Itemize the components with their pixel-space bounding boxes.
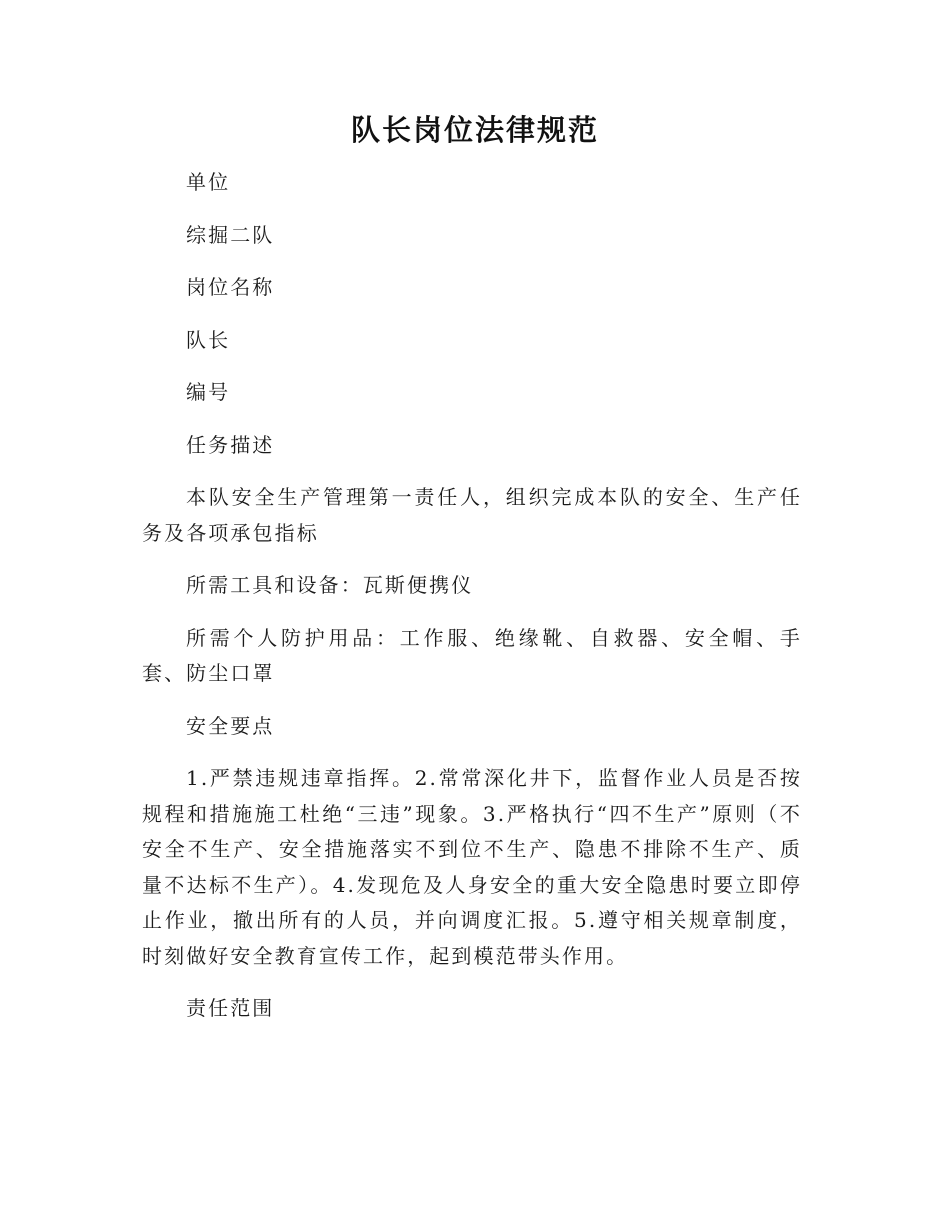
safety-points: 1.严禁违规违章指挥。2.常常深化井下，监督作业人员是否按规程和措施施工杜绝“三违”现象。3.严格执行“四不生产”原则（不安全不生产、安全措施落实不到位不生产、隐患不排除不生产、质量不达标不生产）。4.发现危及人身安全的重大安全隐患时要立即停止作业，撤出所有的人员，并向调度汇报。5.遵守相关规章制度，时刻做好安全教育宣传工作，起到模范带头作用。 xyxy=(142,766,802,968)
section-heading-task: 任务描述 xyxy=(186,432,275,457)
field-value-position: 队长 xyxy=(186,327,231,352)
field-label-number: 编号 xyxy=(186,380,231,404)
required-protective-equipment: 所需个人防护用品：工作服、绝缘靴、自救器、安全帽、手套、防尘口罩 xyxy=(142,625,802,685)
field-value-unit: 综掘二队 xyxy=(186,222,275,247)
section-heading-responsibility: 责任范围 xyxy=(186,996,275,1020)
document-title: 队长岗位法律规范 xyxy=(350,113,599,147)
field-label-position: 岗位名称 xyxy=(186,275,275,299)
task-description: 本队安全生产管理第一责任人，组织完成本队的安全、生产任务及各项承包指标 xyxy=(142,485,802,545)
required-tools: 所需工具和设备：瓦斯便携仪 xyxy=(186,573,474,597)
field-label-unit: 单位 xyxy=(186,170,231,194)
document-body xyxy=(142,165,802,1044)
section-heading-safety: 安全要点 xyxy=(186,713,275,738)
